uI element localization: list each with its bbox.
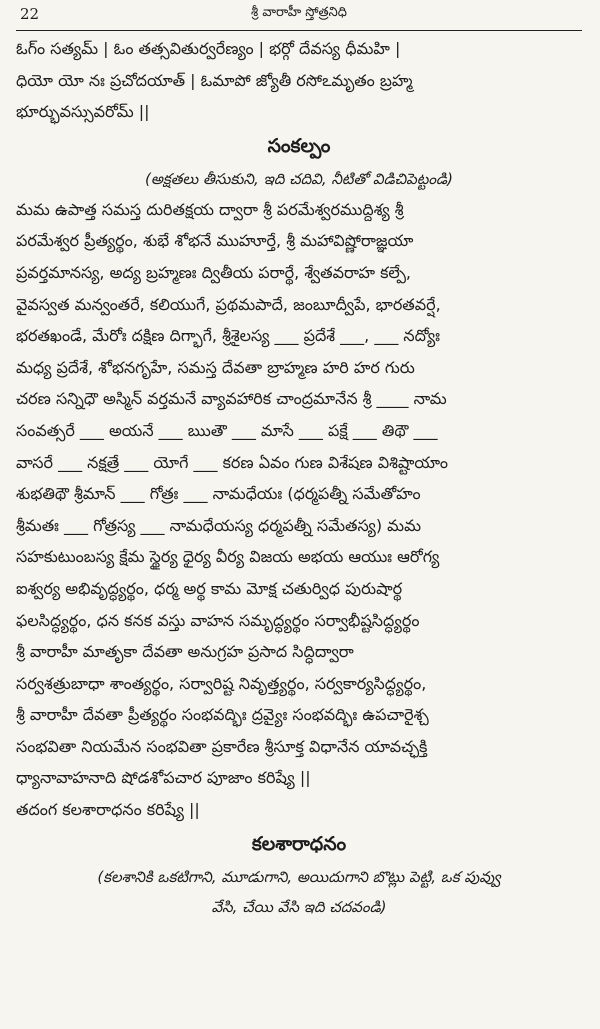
kalasharadhanam-heading: కలశారాధనం: [251, 832, 347, 855]
sankalpam-heading: సంకల్పం: [267, 134, 331, 157]
sankalpam-line: భరతఖండే, మేరోః దక్షిణ దిగ్భాగే, శ్రీశైలస్య ___ ప్రదేశే ___, ___ నద్యోః: [16, 326, 440, 346]
intro-line: ఓగ్ం సత్యమ్ | ఓం తత్సవితుర్వరేణ్యం | భర్గో దేవస్య ధీమహి |: [16, 39, 401, 58]
sankalpam-line: శ్రీమతః ___ గోత్రస్య ___ నామధేయస్య ధర్మపత్నీ సమేతస్య) మమ: [16, 515, 422, 535]
page-number: 22: [20, 5, 40, 23]
sankalpam-line: మమ ఉపాత్త సమస్త దురితక్షయ ద్వారా శ్రీ పరమేశ్వరముద్దిశ్య శ్రీ: [16, 199, 404, 219]
sankalpam-line: సంవత్సరే ___ అయనే ___ ఋతౌ ___ మాసే ___ పక్షే ___ తిథౌ ___: [16, 420, 438, 440]
sankalpam-line: ప్రవర్తమానస్య, అద్య బ్రహ్మణః ద్వితీయ పరార్థే, శ్వేతవరాహ కల్పే,: [16, 262, 412, 282]
intro-line: భూర్భువస్సువరోమ్ ||: [16, 102, 150, 122]
intro-line: ధియో యో నః ప్రచోదయాత్ | ఓమాపో జ్యోతీ రసోఽమృతం బ్రహ్మ: [16, 70, 413, 90]
sankalpam-line: సంభవితా నియమేన సంభవితా ప్రకారేణ శ్రీసూక్త విధానేన యావచ్ఛక్తి: [16, 736, 428, 756]
sankalpam-line: వైవస్వత మన్వంతరే, కలియుగే, ప్రథమపాదే, జంబూద్వీపే, భారతవర్షే,: [16, 294, 441, 314]
sankalpam-line: సర్వశత్రుబాధా శాంత్యర్థం, సర్వారిష్ట నివృత్త్యర్థం, సర్వకార్యసిద్ధ్యర్థం,: [16, 673, 427, 693]
sankalpam-instruction: (అక్షతలు తీసుకుని, ఇది చదివి, నీటితో విడిచిపెట్టండి): [145, 169, 453, 188]
sankalpam-line: శ్రీ వారాహీ మాతృకా దేవతా అనుగ్రహ ప్రసాద సిద్ధిద్వారా: [16, 642, 354, 662]
sankalpam-line: తదంగ కలశారాధనం కరిష్యే ||: [16, 800, 200, 820]
page-header: [16, 0, 582, 31]
sankalpam-line: పరమేశ్వర ప్రీత్యర్థం, శుభే శోభనే ముహూర్తే, శ్రీ మహావిష్ణోరాజ్ఞయా: [16, 231, 414, 251]
sankalpam-line: వాసరే ___ నక్షత్రే ___ యోగే ___ కరణ ఏవం గుణ విశేషణ విశిష్టాయాం: [16, 452, 449, 472]
sankalpam-line: ఐశ్వర్య అభివృద్ధ్యర్థం, ధర్మ అర్థ కామ మోక్ష చతుర్విధ పురుషార్థ: [16, 578, 403, 598]
sankalpam-line: చరణ సన్నిధౌ అస్మిన్ వర్తమనే వ్యావహారిక చాంద్రమానేన శ్రీ ____ నామ: [16, 389, 447, 409]
sankalpam-line: సహకుటుంబస్య క్షేమ స్థైర్య ధైర్య వీర్య విజయ అభయ ఆయుః ఆరోగ్య: [16, 547, 440, 567]
sankalpam-line: ఫలసిద్ధ్యర్థం, ధన కనక వస్తు వాహన సమృద్ధ్యర్థం సర్వాభీష్టసిద్ధ్యర్థం: [16, 610, 420, 630]
sankalpam-line: మధ్య ప్రదేశే, శోభనగృహే, సమస్త దేవతా బ్రాహ్మణ హరి హర గురు: [16, 357, 415, 377]
kalasharadhanam-instruction: వేసి, చేయి వేసి ఇది చదవండి): [211, 897, 387, 916]
kalasharadhanam-instruction: (కలశానికి ఒకటిగాని, మూడుగాని, అయిదుగాని బొట్లు పెట్టి, ఒక పువ్వు: [97, 867, 501, 886]
sankalpam-line: ధ్యానావాహనాది షోడశోపచార పూజాం కరిష్యే ||: [16, 768, 311, 788]
page-body: [16, 31, 582, 922]
running-title: శ్రీ వారాహీ స్తోత్రనిధి: [251, 5, 347, 20]
sankalpam-line: శుభతిథౌ శ్రీమాన్ ___ గోత్రః ___ నామధేయః (ధర్మపత్నీ సమేతోహం: [16, 484, 421, 504]
sankalpam-line: శ్రీ వారాహీ దేవతా ప్రీత్యర్థం సంభవద్భిః ద్రవ్యైః సంభవద్భిః ఉపచారైశ్చ: [16, 705, 429, 725]
